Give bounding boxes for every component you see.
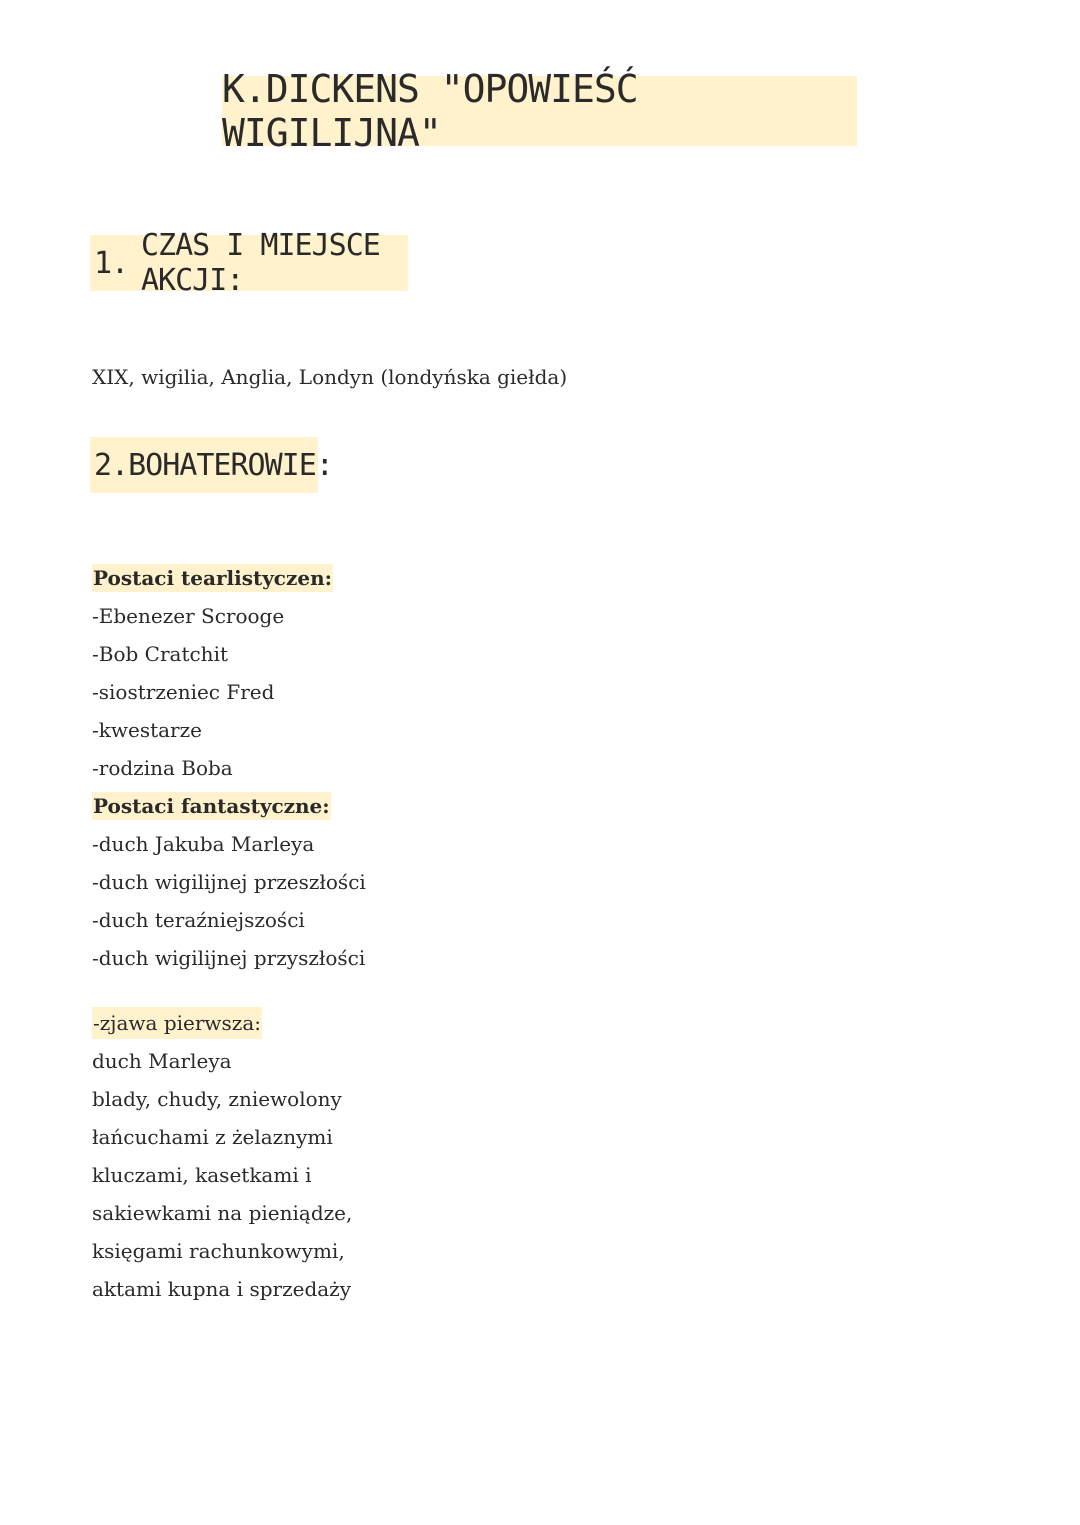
section-heading-text: CZAS I MIEJSCE AKCJI: bbox=[140, 228, 380, 298]
list-item: -kwestarze bbox=[92, 718, 202, 742]
first-apparition-block bbox=[92, 1004, 352, 1308]
list-item: -duch Jakuba Marleya bbox=[92, 832, 315, 856]
list-item bbox=[92, 559, 366, 597]
list-item: sakiewkami na pieniądze, bbox=[92, 1201, 353, 1225]
list-item: -Ebenezer Scrooge bbox=[92, 604, 285, 628]
realistic-characters-label: Postaci tearlistyczen: bbox=[93, 566, 332, 590]
list-item bbox=[92, 1004, 352, 1042]
list-item: blady, chudy, zniewolony bbox=[92, 1087, 342, 1111]
list-item: łańcuchami z żelaznymi bbox=[92, 1125, 333, 1149]
list-item: księgami rachunkowymi, bbox=[92, 1239, 345, 1263]
first-apparition-label: -zjawa pierwsza: bbox=[92, 1007, 262, 1039]
section-heading-time-place bbox=[90, 228, 408, 298]
list-item: duch Marleya bbox=[92, 1049, 232, 1073]
list-item: -rodzina Boba bbox=[92, 756, 233, 780]
section-heading-text: BOHATEROWIE: bbox=[128, 447, 333, 483]
page-title bbox=[222, 67, 857, 155]
list-item: -duch teraźniejszości bbox=[92, 908, 305, 932]
list-item: aktami kupna i sprzedaży bbox=[92, 1277, 352, 1301]
characters-list bbox=[92, 559, 366, 977]
section-number: 2. bbox=[94, 447, 129, 483]
list-item: kluczami, kasetkami i bbox=[92, 1163, 312, 1187]
fantastic-characters-label: Postaci fantastyczne: bbox=[93, 794, 330, 818]
list-item: -duch wigilijnej przeszłości bbox=[92, 870, 366, 894]
list-item bbox=[92, 787, 366, 825]
page-title-text: K.DICKENS "OPOWIEŚĆ WIGILIJNA" bbox=[222, 67, 638, 155]
list-item: -Bob Cratchit bbox=[92, 642, 228, 666]
section-heading-characters bbox=[90, 437, 333, 493]
section-number: 1. bbox=[94, 245, 129, 281]
list-item: -siostrzeniec Fred bbox=[92, 680, 275, 704]
list-item: -duch wigilijnej przyszłości bbox=[92, 946, 366, 970]
setting-text: XIX, wigilia, Anglia, Londyn (londyńska giełda) bbox=[92, 365, 568, 389]
